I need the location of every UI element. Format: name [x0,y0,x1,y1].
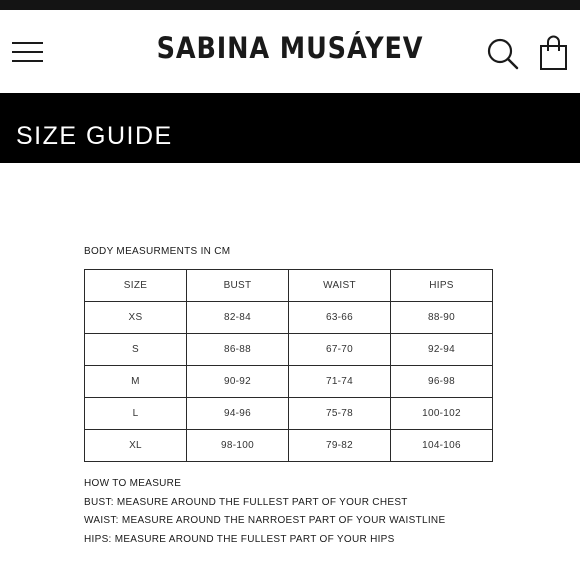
table-row [85,430,493,462]
top-status-strip [0,0,580,10]
search-icon[interactable] [486,37,520,71]
table-row [85,302,493,334]
hamburger-menu-icon[interactable] [12,40,44,64]
hips-cell: 92-94 [391,334,493,366]
bust-cell: 94-96 [187,398,289,430]
size-cell: M [85,366,187,398]
bust-cell: 98-100 [187,430,289,462]
hips-instruction: HIPS: MEASURE AROUND THE FULLEST PART OF YOUR HIPS [84,533,395,545]
waist-cell: 79-82 [289,430,391,462]
column-header-bust: BUST [187,270,289,302]
hips-cell: 104-106 [391,430,493,462]
bust-cell: 90-92 [187,366,289,398]
page-title: SIZE GUIDE [16,122,173,150]
waist-cell: 67-70 [289,334,391,366]
hips-cell: 100-102 [391,398,493,430]
shopping-bag-icon[interactable] [538,34,570,72]
table-row [85,366,493,398]
column-header-hips: HIPS [391,270,493,302]
table-row [85,398,493,430]
waist-cell: 63-66 [289,302,391,334]
size-cell: S [85,334,187,366]
table-row [85,334,493,366]
column-header-waist: WAIST [289,270,391,302]
bust-cell: 82-84 [187,302,289,334]
waist-cell: 71-74 [289,366,391,398]
table-caption: BODY MEASURMENTS IN CM [84,246,231,257]
table-header-row [85,270,493,302]
brand-logo[interactable]: SABINA MUSÁYEV [156,31,424,65]
how-to-measure [84,478,445,552]
size-cell: XL [85,430,187,462]
size-guide-banner [0,93,580,163]
waist-instruction: WAIST: MEASURE AROUND THE NARROEST PART OF YOUR WAISTLINE [84,515,446,526]
size-table [84,269,493,462]
hips-cell: 96-98 [391,366,493,398]
bust-instruction: BUST: MEASURE AROUND THE FULLEST PART OF YOUR CHEST [84,496,408,508]
hips-cell: 88-90 [391,302,493,334]
column-header-size: SIZE [85,270,187,302]
bust-cell: 86-88 [187,334,289,366]
how-to-measure-title: HOW TO MEASURE [84,478,182,489]
size-cell: L [85,398,187,430]
site-header [0,10,580,92]
waist-cell: 75-78 [289,398,391,430]
size-cell: XS [85,302,187,334]
